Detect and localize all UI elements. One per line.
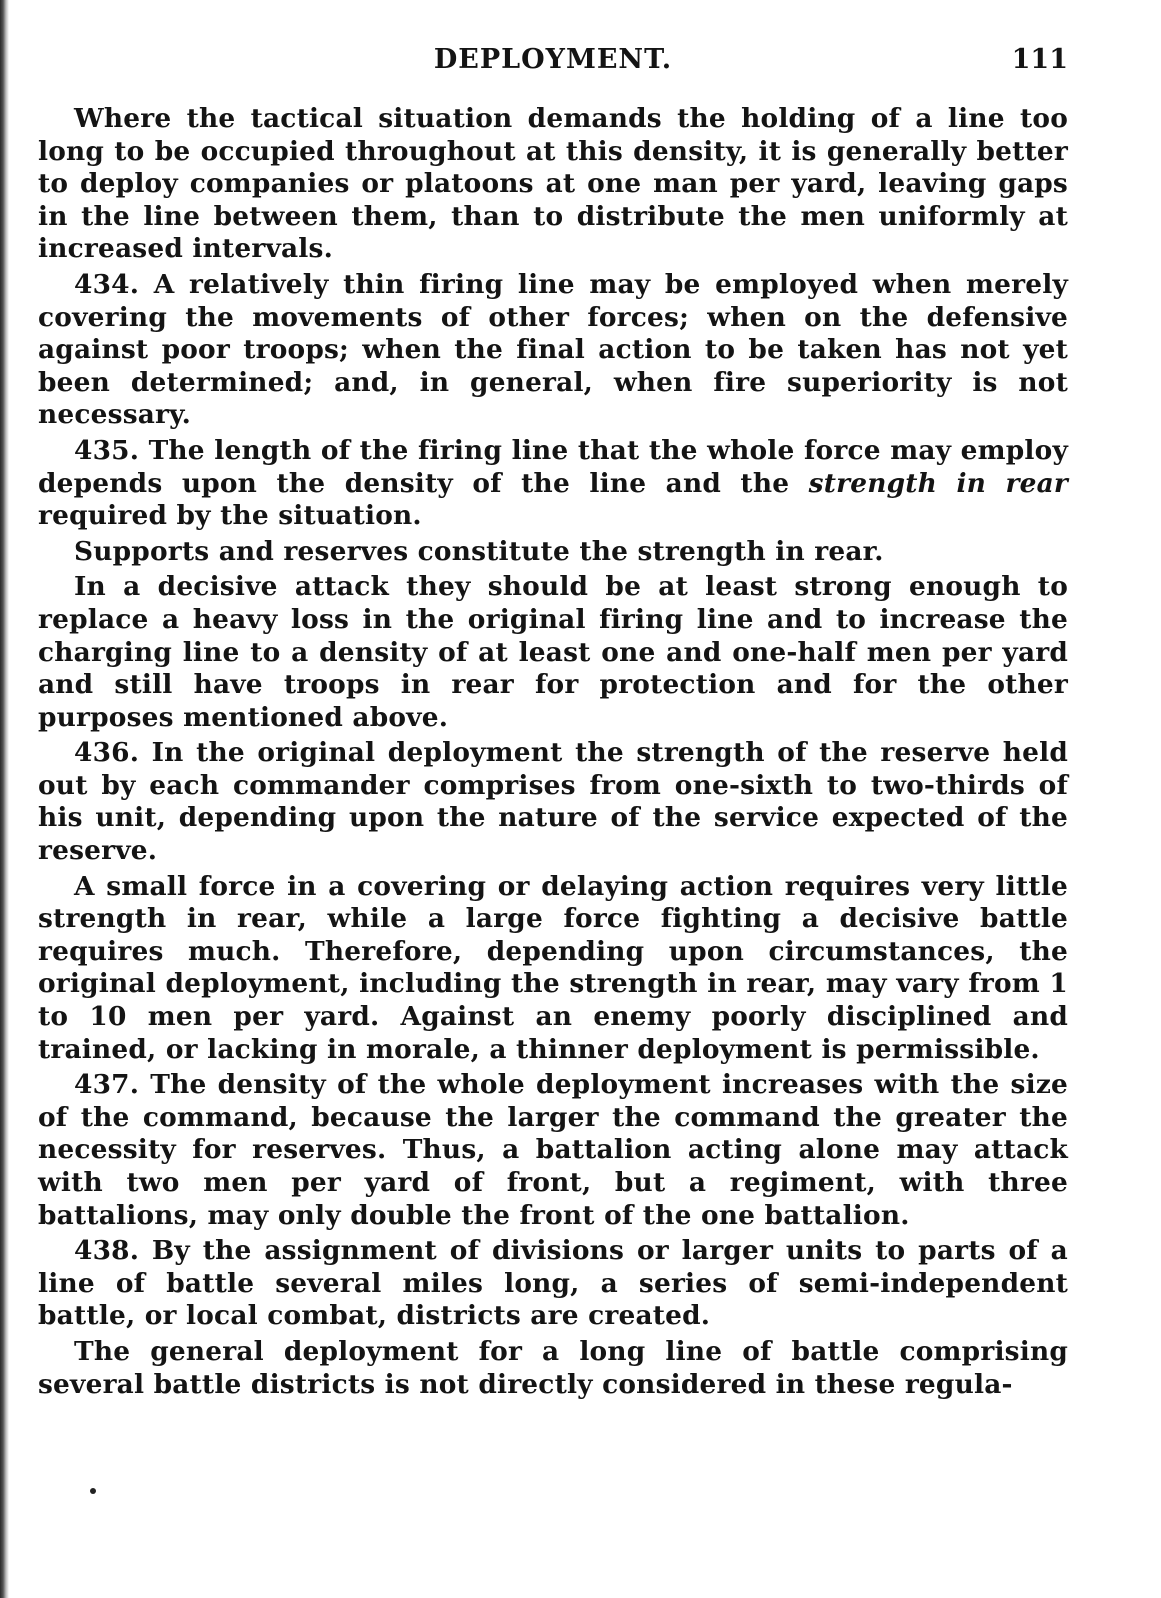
- paragraph-number: 437.: [74, 1069, 140, 1101]
- binding-edge: [0, 0, 9, 1598]
- paragraph-text: In the original deployment the strength of the reserve held out by each commander comprises from one-sixth to two-thirds of his unit, depending upon the nature of the service expected of the reserve.: [38, 737, 1068, 867]
- paragraph-text: Supports and reserves constitute the strength in rear.: [74, 535, 884, 567]
- page-number: 111: [1011, 44, 1068, 75]
- paragraph-text: By the assignment of divisions or larger units to parts of a line of battle several miles long, a series of semi-independent battle, or local combat, districts are created.: [38, 1235, 1068, 1332]
- paragraph-text: A relatively thin firing line may be employed when merely covering the movements of other forces; when on the defensive against poor troops; when the final action to be taken has not yet been determined; and, in general, when fire superiority is not necessary.: [38, 268, 1069, 431]
- paragraph-decisive-attack: [38, 571, 1068, 734]
- paragraph-435: [38, 435, 1068, 533]
- page-header: [38, 40, 1068, 80]
- paragraph-text: Where the tactical situation demands the holding of a line too long to be occupied throughout at this density, it is generally better to deploy companies or platoons at one man per yard, leaving gaps in the line between them, than to distribute the men uniformly at increased intervals.: [38, 103, 1068, 265]
- paragraph-small-force: [38, 871, 1068, 1067]
- paragraph-number: 436.: [74, 737, 140, 769]
- paragraph-438: [38, 1235, 1068, 1333]
- paragraph-text: required by the situation.: [38, 500, 422, 532]
- paragraph-text: The density of the whole deployment increases with the size of the command, because the larger the command the greater the necessity for reserves. Thus, a battalion acting alone may attack with two men per yard of front, but a regiment, with three battalions, may only double the front of the one battalion.: [38, 1069, 1069, 1231]
- paragraph-continuation: [38, 103, 1068, 266]
- paragraph-general-deployment: [38, 1336, 1068, 1401]
- paragraph-436: [38, 737, 1068, 867]
- paragraph-supports: [38, 536, 1068, 569]
- paragraph-text: A small force in a covering or delaying action requires very little strength in rear, while a large force fighting a decisive battle requires much. Therefore, depending upon circumstances, the original deployment, including the strength in rear, may vary from 1 to 10 men per yard. Against an enemy poorly disciplined and trained, or lacking in morale, a thinner deployment is permissible.: [38, 870, 1068, 1065]
- paragraph-number: 435.: [74, 434, 140, 466]
- paragraph-434: [38, 269, 1068, 432]
- paragraph-text: The general deployment for a long line of battle comprising several battle districts is not directly considered in these regula-: [38, 1335, 1068, 1400]
- running-head: DEPLOYMENT.: [433, 44, 673, 75]
- paragraph-number: 434.: [74, 268, 140, 300]
- paragraph-text: In a decisive attack they should be at least strong enough to replace a heavy loss in the original firing line and to increase the charging line to a density of at least one and one-half men per yard and still have troops in rear for protection and for the other purposes mentioned above.: [38, 571, 1068, 733]
- emphasis-term: strength in rear: [808, 467, 1069, 499]
- paragraph-number: 438.: [74, 1235, 140, 1267]
- paragraph-437: [38, 1069, 1068, 1232]
- body-text: [38, 103, 1068, 1404]
- ink-speck: [90, 1488, 96, 1494]
- paragraph-text: The length of the firing line that the whole force may employ depends upon the density of the line and the: [38, 434, 1068, 499]
